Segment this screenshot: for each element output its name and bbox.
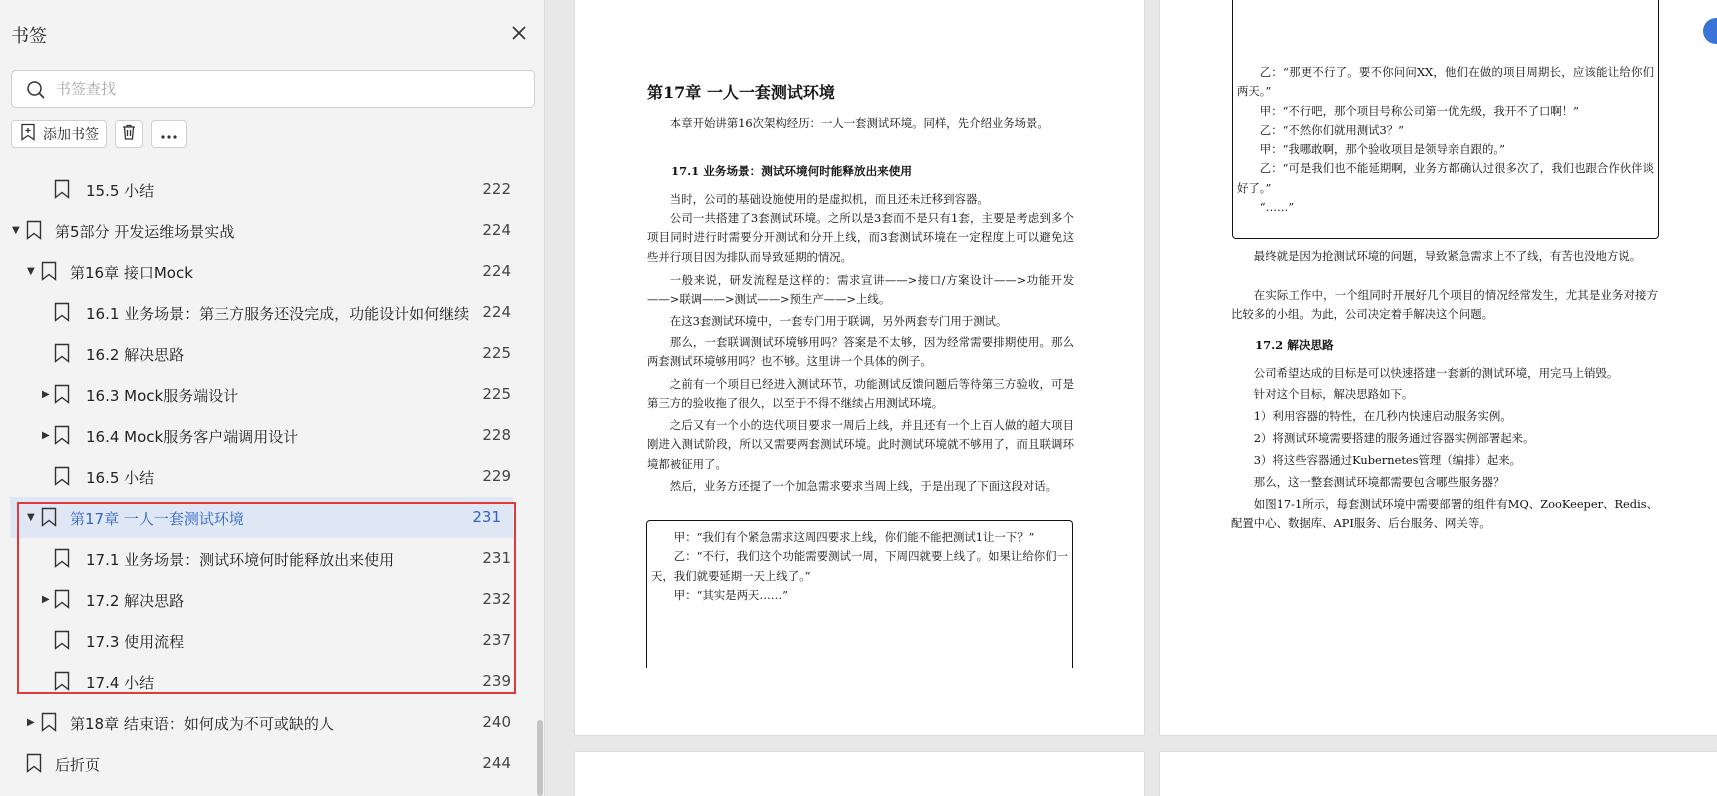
- bookmark-page: 231: [482, 549, 511, 567]
- bookmark-icon: [41, 261, 57, 285]
- bookmark-label: 17.3 使用流程: [86, 633, 185, 651]
- bookmark-label: 17.4 小结: [86, 674, 155, 692]
- search-input[interactable]: [56, 77, 516, 101]
- search-icon: [26, 80, 46, 104]
- bookmark-label: 第16章 接口Mock: [70, 264, 193, 282]
- dialog-line: 甲：“我们有个紧急需求这周四要求上线，你们能不能把测试1让一下？”: [673, 530, 1035, 544]
- bookmark-search[interactable]: [11, 70, 535, 108]
- paragraph: 之后又有一个小的迭代项目要求一周后上线，并且还有一个上百人做的超大项目刚进入测试阶段，所以又需要两套测试环境。此时测试环境就不够用了，而且联调环境都被征用了。: [647, 418, 1074, 471]
- bookmark-icon: [54, 630, 70, 654]
- paragraph: 针对这个目标，解决思路如下。: [1253, 387, 1414, 401]
- bookmark-item[interactable]: [0, 210, 535, 251]
- dialog-box: [1232, 0, 1659, 239]
- bookmark-label: 16.5 小结: [86, 469, 155, 487]
- bookmark-item[interactable]: [0, 702, 535, 743]
- add-bookmark-label: 添加书签: [43, 127, 99, 143]
- collapse-caret-icon[interactable]: ▼: [12, 225, 20, 236]
- dialog-line: “……”: [1259, 200, 1295, 215]
- dialog-line: 乙：“那更不行了。要不你问问XX，他们在做的项目周期长，应该能让给你们两天。”: [1237, 65, 1654, 99]
- bookmark-icon: [54, 302, 70, 326]
- bookmark-item[interactable]: [0, 333, 535, 374]
- paragraph: 那么，这一整套测试环境都需要包含哪些服务器？: [1253, 475, 1505, 489]
- bookmark-scrollbar[interactable]: [537, 720, 543, 796]
- bookmark-label: 第5部分 开发运维场景实战: [55, 223, 235, 241]
- bookmark-list: [0, 169, 535, 796]
- bookmark-item[interactable]: [0, 579, 535, 620]
- bookmark-icon: [54, 179, 70, 203]
- dialog-line: 甲：“不行吧，那个项目号称公司第一优先级，我开不了口啊！”: [1259, 103, 1579, 118]
- add-bookmark-button[interactable]: [11, 120, 107, 148]
- bookmark-icon: [54, 343, 70, 367]
- bookmark-panel: [0, 0, 545, 796]
- bookmark-item[interactable]: [0, 169, 535, 210]
- bookmark-item[interactable]: [0, 743, 535, 784]
- bookmark-label: 17.2 解决思路: [86, 592, 185, 610]
- bookmark-label: 15.5 小结: [86, 182, 155, 200]
- bookmark-item[interactable]: [0, 374, 535, 415]
- bookmark-item[interactable]: [0, 292, 535, 333]
- bookmark-label: 第17章 一人一套测试环境: [70, 510, 244, 528]
- bookmark-item[interactable]: [0, 415, 535, 456]
- paragraph: 最终就是因为抢测试环境的问题，导致紧急需求上不了线，有苦也没地方说。: [1253, 249, 1642, 263]
- bookmark-page: 224: [482, 221, 511, 239]
- bookmark-page: 224: [482, 303, 511, 321]
- more-options-button[interactable]: [151, 120, 187, 148]
- bookmark-icon: [54, 425, 70, 449]
- paragraph: 在这3套测试环境中，一套专门用于联调，另外两套专门用于测试。: [669, 314, 1008, 328]
- bookmark-label: 第18章 结束语：如何成为不可或缺的人: [70, 715, 334, 733]
- document-page-next-left: [575, 752, 1144, 796]
- document-page-left: [575, 0, 1144, 735]
- bookmark-icon: [54, 384, 70, 408]
- dialog-line: 甲：“我哪敢啊，那个验收项目是领导亲自跟的。”: [1259, 142, 1505, 157]
- expand-caret-icon[interactable]: ▶: [42, 430, 50, 441]
- paragraph: 然后，业务方还提了一个加急需求要求当周上线，于是出现了下面这段对话。: [669, 479, 1058, 493]
- bookmark-label: 16.1 业务场景：第三方服务还没完成，功能设计如何继续: [86, 305, 470, 323]
- dialog-line: 甲：“其实是两天……”: [673, 587, 788, 602]
- expand-caret-icon[interactable]: ▶: [27, 717, 35, 728]
- paragraph: 当时，公司的基础设施使用的是虚拟机，而且还未迁移到容器。: [669, 192, 989, 206]
- collapse-caret-icon[interactable]: ▼: [27, 266, 35, 277]
- paragraph: 那么，一套联调测试环境够用吗？答案是不太够，因为经常需要排期使用。那么两套测试环境够用吗？也不够。这里讲一个具体的例子。: [647, 335, 1074, 369]
- bookmark-icon: [54, 466, 70, 490]
- bookmark-label: 后折页: [55, 756, 101, 774]
- bookmark-page: 229: [482, 467, 511, 485]
- bookmark-page: 240: [482, 713, 511, 731]
- close-icon[interactable]: [508, 22, 530, 44]
- delete-bookmark-button[interactable]: [115, 120, 143, 148]
- bookmark-icon: [41, 712, 57, 736]
- chapter-title: 第17章 一人一套测试环境: [647, 83, 835, 102]
- trash-icon: [120, 123, 138, 145]
- paragraph: 一般来说，研发流程是这样的：需求宣讲——>接口/方案设计——>功能开发——>联调——>测试——>预生产——>上线。: [647, 273, 1074, 307]
- bookmark-label: 16.2 解决思路: [86, 346, 185, 364]
- bookmark-item[interactable]: [0, 456, 535, 497]
- expand-caret-icon[interactable]: ▶: [42, 594, 50, 605]
- bookmark-page: 239: [482, 672, 511, 690]
- bookmark-page: 225: [482, 344, 511, 362]
- bookmark-item[interactable]: [0, 538, 535, 579]
- list-item: 2）将测试环境需要搭建的服务通过容器实例部署起来。: [1253, 431, 1535, 445]
- bookmark-page: 228: [482, 426, 511, 444]
- dialog-line: 乙：“可是我们也不能延期啊，业务方都确认过很多次了，我们也跟合作伙伴谈好了。”: [1237, 161, 1654, 195]
- panel-title: 书签: [11, 26, 47, 47]
- paragraph: 公司一共搭建了3套测试环境。之所以是3套而不是只有1套，主要是考虑到多个项目同时进行时需要分开测试和分开上线，而3套测试环境在一定程度上可以避免这些并行项目因为排队而导致延期的情况。: [647, 211, 1074, 264]
- bookmark-page: 225: [482, 385, 511, 403]
- bookmark-page: 237: [482, 631, 511, 649]
- list-item: 3）将这些容器通过Kubernetes管理（编排）起来。: [1253, 453, 1521, 467]
- dialog-box: [646, 520, 1073, 668]
- bookmark-page: 224: [482, 262, 511, 280]
- paragraph: 公司希望达成的目标是可以快速搭建一套新的测试环境，用完马上销毁。: [1253, 366, 1619, 380]
- document-page-next-right: [1160, 752, 1717, 796]
- dialog-line: 乙：“不行，我们这个功能需要测试一周，下周四就要上线了。如果让给你们一天，我们就要延期一天上线了。”: [651, 549, 1068, 583]
- paragraph: 之前有一个项目已经进入测试环节，功能测试反馈问题后等待第三方验收，可是第三方的验收拖了很久，以至于不得不继续占用测试环境。: [647, 377, 1074, 411]
- bookmark-icon: [54, 589, 70, 613]
- bookmark-icon: [41, 507, 57, 531]
- document-viewer[interactable]: [545, 0, 1717, 796]
- section-title: 17.1 业务场景：测试环境何时能释放出来使用: [671, 164, 912, 178]
- expand-caret-icon[interactable]: ▶: [42, 389, 50, 400]
- bookmark-page: 222: [482, 180, 511, 198]
- floating-assistant-icon[interactable]: [1703, 18, 1717, 44]
- bookmark-item-active[interactable]: [10, 497, 513, 538]
- bookmark-page: 244: [482, 754, 511, 772]
- bookmark-label: 16.3 Mock服务端设计: [86, 387, 239, 405]
- document-page-right: [1160, 0, 1717, 735]
- collapse-caret-icon[interactable]: ▼: [27, 512, 35, 523]
- bookmark-item[interactable]: [0, 251, 535, 292]
- bookmark-item[interactable]: [0, 661, 535, 702]
- section-title: 17.2 解决思路: [1255, 338, 1334, 352]
- list-item: 1）利用容器的特性，在几秒内快速启动服务实例。: [1253, 409, 1512, 423]
- bookmark-icon: [26, 753, 42, 777]
- paragraph: 本章开始讲第16次架构经历：一人一套测试环境。同样，先介绍业务场景。: [669, 116, 1049, 130]
- bookmark-icon: [54, 671, 70, 695]
- bookmark-icon: [54, 548, 70, 572]
- bookmark-item[interactable]: [0, 620, 535, 661]
- bookmark-label: 17.1 业务场景：测试环境何时能释放出来使用: [86, 551, 395, 569]
- more-icon: [160, 125, 178, 144]
- bookmark-icon: [26, 220, 42, 244]
- paragraph: 在实际工作中，一个组同时开展好几个项目的情况经常发生，尤其是业务对接方比较多的小组。为此，公司决定着手解决这个问题。: [1231, 288, 1658, 322]
- bookmark-page: 231: [472, 508, 501, 526]
- paragraph: 如图17-1所示，每套测试环境中需要部署的组件有MQ、ZooKeeper、Redis、配置中心、数据库、API服务、后台服务、网关等。: [1231, 497, 1658, 531]
- bookmark-page: 232: [482, 590, 511, 608]
- add-bookmark-icon: [19, 123, 37, 145]
- dialog-line: 乙：“不然你们就用测试3？”: [1259, 122, 1404, 137]
- bookmark-label: 16.4 Mock服务客户端调用设计: [86, 428, 299, 446]
